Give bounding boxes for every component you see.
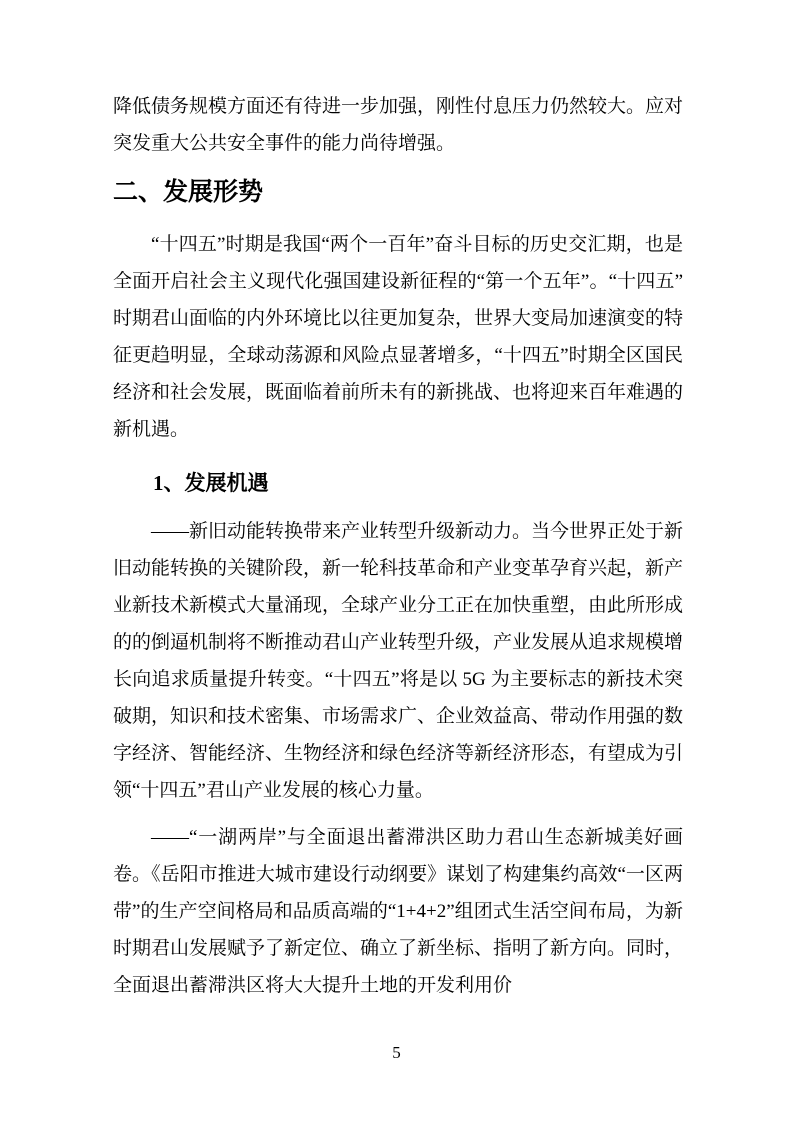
subsection-heading — [153, 468, 683, 499]
section-heading: 二、发展形势 — [113, 178, 264, 206]
paragraph-new-momentum: ——新旧动能转换带来产业转型升级新动力。当今世界正处于新旧动能转换的关键阶段，新一轮科技革命和产业变革孕育兴起，新产业新技术新模式大量涌现，全球产业分工正在加快重塑，由此所形成的的倒逼机制将不断推动君山产业转型升级，产业发展从追求规模增长向追求质量提升转变。“十四五”将是以 5G 为主要标志的新技术突破期，知识和技术密集、市场需求广、企业效益高、带动作用强的数字经济、智能经济、生物经济和绿色经济等新经济形态，有望成为引领“十四五”君山产业发展的核心力量。 — [113, 521, 684, 801]
paragraph-lake-city: ——“一湖两岸”与全面退出蓄滞洪区助力君山生态新城美好画卷。《岳阳市推进大城市建设行动纲要》谋划了构建集约高效“一区两带”的生产空间格局和品质高端的“1+4+2”组团式生活空间布局，为新时期君山发展赋予了新定位、确立了新坐标、指明了新方向。同时，全面退出蓄滞洪区将大大提升土地的开发利用价 — [113, 827, 684, 996]
subsection-number: 1、 — [153, 471, 185, 495]
page-number: 5 — [392, 1043, 401, 1062]
paragraph-overview: “十四五”时期是我国“两个一百年”奋斗目标的历史交汇期，也是全面开启社会主义现代化强国建设新征程的“第一个五年”。“十四五”时期君山面临的内外环境比以往更加复杂，世界大变局加速演变的特征更趋明显，全球动荡源和风险点显著增多，“十四五”时期全区国民经济和社会发展，既面临着前所未有的新挑战、也将迎来百年难遇的新机遇。 — [113, 234, 684, 440]
subsection-title: 发展机遇 — [184, 472, 269, 495]
paragraph-continuation: 降低债务规模方面还有待进一步加强，刚性付息压力仍然较大。应对突发重大公共安全事件的能力尚待增强。 — [113, 96, 684, 154]
